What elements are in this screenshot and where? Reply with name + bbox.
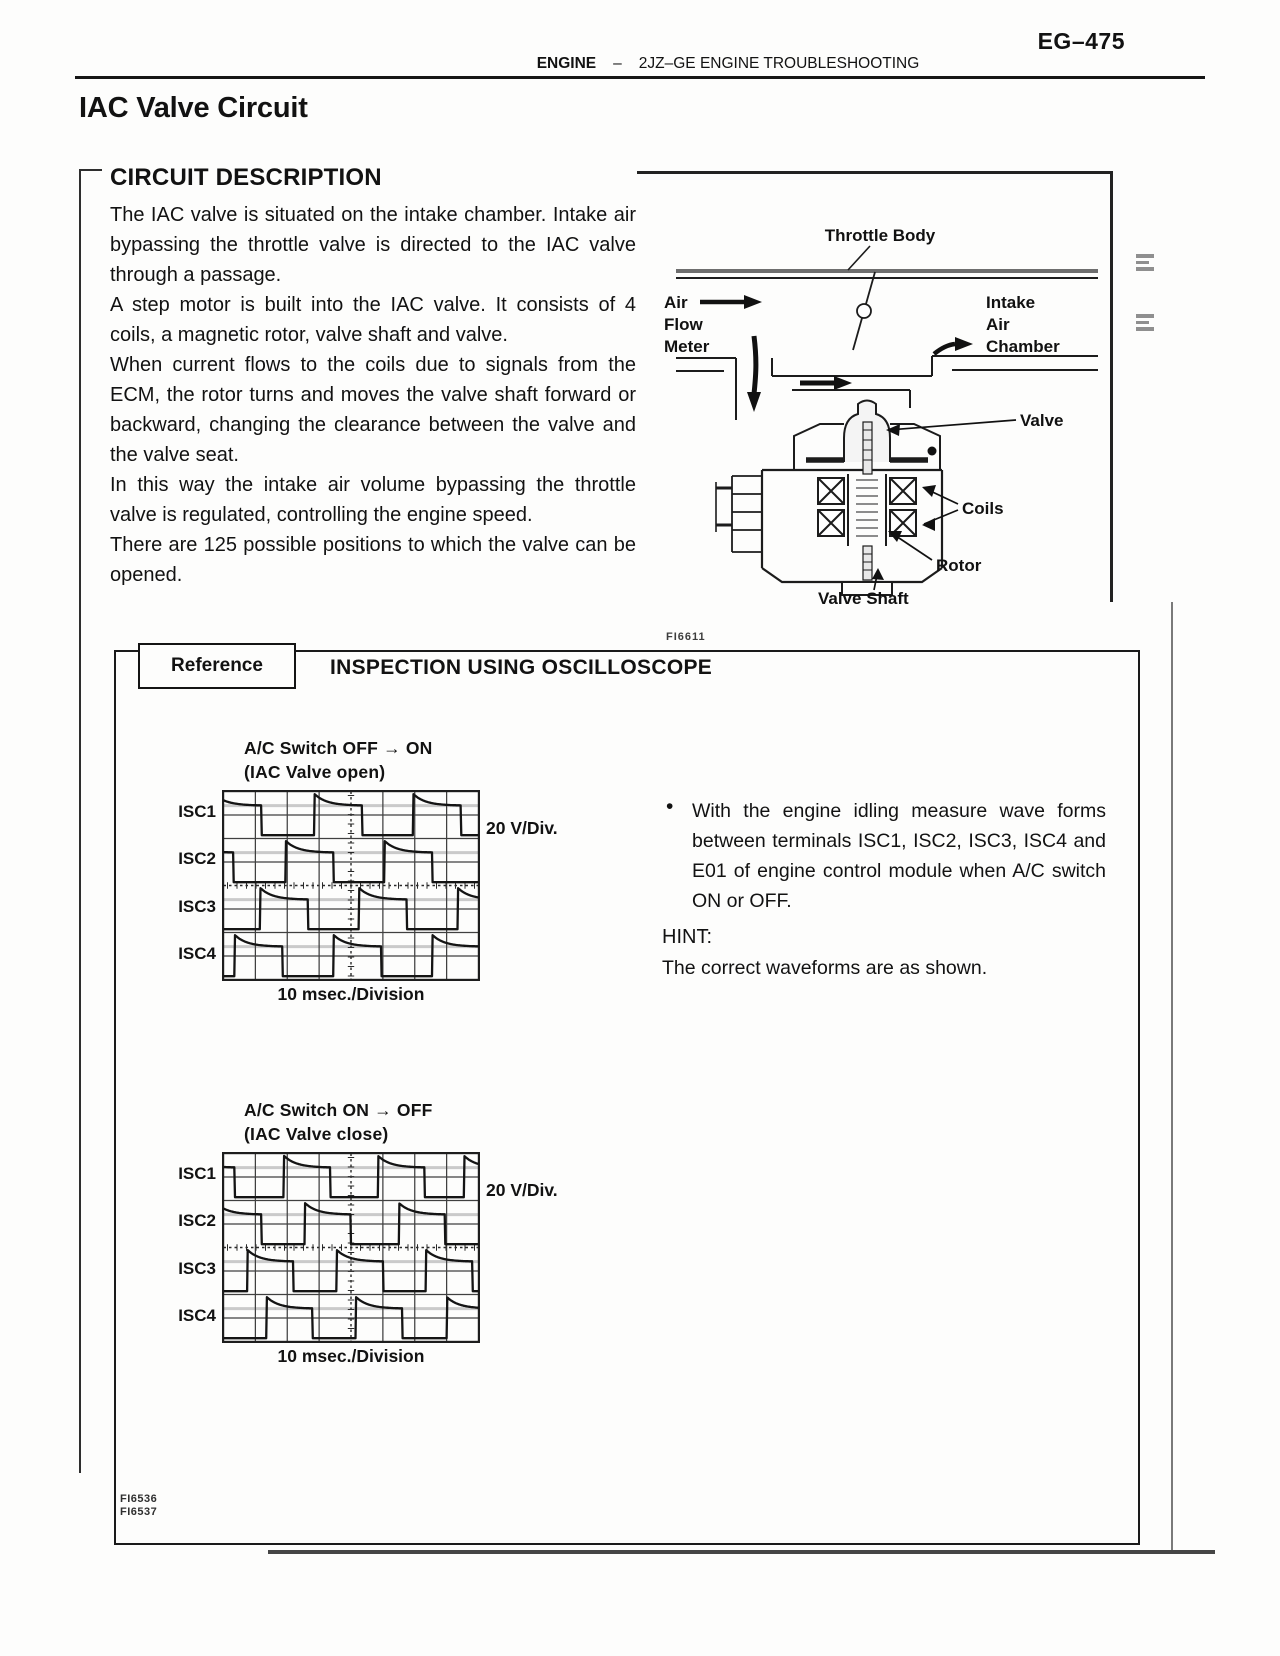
label-intake: Intake (986, 293, 1036, 312)
reference-tag: Reference (138, 643, 296, 689)
header-dash: – (613, 55, 622, 72)
scope2-time-scale: 10 msec./Division (277, 1346, 425, 1366)
circuit-description-heading: CIRCUIT DESCRIPTION (110, 164, 382, 191)
header-section: ENGINE (536, 55, 597, 72)
inspection-instructions: With the engine idling measure wave forms between terminals ISC1, ISC2, ISC3, ISC4 and E01 of engine control module when A/C switch ON or OFF. (692, 800, 1106, 912)
label-flow: Flow (664, 315, 703, 334)
label-meter: Meter (664, 337, 710, 356)
binder-mark (1136, 314, 1154, 331)
scope1-voltage-scale: 20 V/Div. (486, 818, 558, 838)
header-rule (75, 76, 1205, 79)
scope2-channel-label: ISC3 (178, 1259, 216, 1278)
paragraph: A step motor is built into the IAC valve. It consists of 4 coils, a magnetic rotor, valve shaft and valve. (110, 294, 636, 346)
reference-box (114, 650, 1140, 1545)
oscilloscope-waveform-chart-2 (222, 1152, 480, 1343)
scope1-channel-label: ISC1 (178, 802, 216, 821)
binder-mark (1136, 254, 1154, 271)
running-header (176, 55, 1280, 73)
scope1-channel-label: ISC4 (178, 944, 216, 963)
iac-valve-diagram (636, 170, 1114, 622)
scope2-voltage-scale: 20 V/Div. (486, 1180, 558, 1200)
label-throttle-body: Throttle Body (824, 226, 936, 245)
scope1-channel-label: ISC2 (178, 849, 216, 868)
figure-id: FI6536 (120, 1493, 158, 1505)
scope2-subtitle: (IAC Valve close) (244, 1124, 389, 1144)
paragraph: There are 125 possible positions to which the valve can be opened. (110, 534, 636, 586)
scope1-title: A/C Switch OFF → ON (244, 738, 433, 758)
paragraph: When current flows to the coils due to signals from the ECM, the rotor turns and moves the valve shaft forward or backward, changing the clearance between the valve and the valve seat. (110, 354, 636, 466)
coil-windings (818, 478, 916, 536)
scope2-channel-label: ISC4 (178, 1306, 216, 1325)
label-air: Air (664, 293, 688, 312)
bullet-marker: • (666, 795, 674, 818)
label-chamber: Chamber (986, 337, 1060, 356)
scope2-channel-label: ISC2 (178, 1211, 216, 1230)
circuit-description-text (110, 200, 636, 590)
label-valve-shaft: Valve Shaft (818, 589, 909, 608)
scope2-title: A/C Switch ON → OFF (244, 1100, 433, 1120)
figure-id: FI6611 (666, 631, 706, 643)
header-subtitle: 2JZ–GE ENGINE TROUBLESHOOTING (638, 55, 920, 72)
label-rotor: Rotor (936, 556, 982, 575)
paragraph: The IAC valve is situated on the intake chamber. Intake air bypassing the throttle valve is directed to the IAC valve through a passage. (110, 204, 636, 286)
diagram-walls (676, 246, 1098, 420)
figure-id-list (120, 1493, 157, 1519)
scope1-time-scale: 10 msec./Division (277, 984, 425, 1004)
margin-tick (79, 169, 102, 171)
label-intake-air: Air (986, 315, 1010, 334)
page-title: IAC Valve Circuit (79, 92, 308, 124)
label-valve: Valve (1020, 411, 1064, 430)
page-edge-line (1171, 602, 1173, 1550)
hint-text: The correct waveforms are as shown. (662, 957, 988, 979)
oscilloscope-waveform-chart-1 (222, 790, 480, 981)
scope1-channel-label: ISC3 (178, 897, 216, 916)
scope1-subtitle: (IAC Valve open) (244, 762, 386, 782)
scope2-channel-label: ISC1 (178, 1164, 216, 1183)
reference-heading: INSPECTION USING OSCILLOSCOPE (330, 656, 713, 679)
page-bottom-shadow (268, 1550, 1215, 1554)
margin-rule (79, 169, 81, 1473)
page-number: EG–475 (1037, 28, 1125, 54)
label-coils: Coils (962, 499, 1004, 518)
air-flow-arrows (700, 295, 973, 412)
paragraph: In this way the intake air volume bypassing the throttle valve is regulated, controlling the engine speed. (110, 474, 636, 526)
figure-id: FI6537 (120, 1506, 158, 1518)
hint-label: HINT: (662, 926, 712, 948)
